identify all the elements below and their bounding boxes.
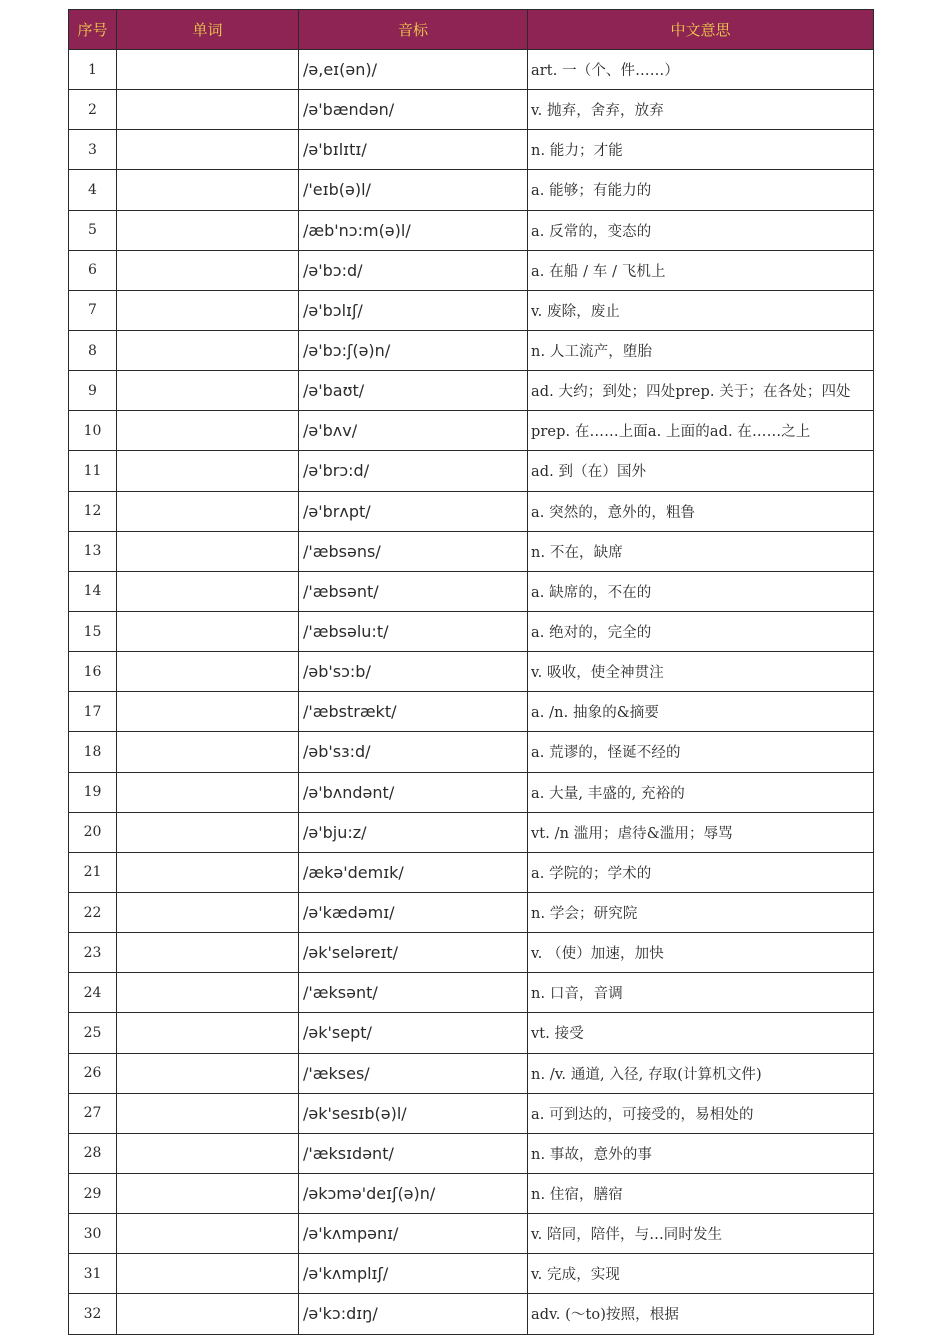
row-phonetic: /ə'bɔ:d/ (299, 250, 528, 290)
table-row (69, 692, 874, 732)
row-phonetic: /'æbsəlu:t/ (299, 611, 528, 651)
row-word (117, 210, 299, 250)
row-phonetic: /ə'baʊt/ (299, 371, 528, 411)
row-word (117, 1013, 299, 1053)
row-number: 22 (69, 892, 117, 932)
table-row (69, 330, 874, 370)
row-meaning: n. 学会；研究院 (528, 892, 874, 932)
row-meaning: a. /n. 抽象的&摘要 (528, 692, 874, 732)
row-word (117, 90, 299, 130)
table-row (69, 772, 874, 812)
row-phonetic: /ækə'demɪk/ (299, 852, 528, 892)
row-meaning: a. 突然的，意外的，粗鲁 (528, 491, 874, 531)
row-meaning: n. 口音，音调 (528, 973, 874, 1013)
row-meaning: a. 反常的，变态的 (528, 210, 874, 250)
row-word (117, 1254, 299, 1294)
row-phonetic: /ək'sesɪb(ə)l/ (299, 1093, 528, 1133)
row-word (117, 732, 299, 772)
row-number: 23 (69, 933, 117, 973)
table-row (69, 1053, 874, 1093)
header-number: 序号 (69, 10, 117, 50)
table-row (69, 451, 874, 491)
row-meaning: n. 人工流产，堕胎 (528, 330, 874, 370)
table-row (69, 130, 874, 170)
table-row (69, 1133, 874, 1173)
row-number: 2 (69, 90, 117, 130)
row-number: 16 (69, 652, 117, 692)
table-row (69, 50, 874, 90)
row-meaning: n. 能力；才能 (528, 130, 874, 170)
row-number: 27 (69, 1093, 117, 1133)
row-word (117, 250, 299, 290)
row-phonetic: /ə'brɔ:d/ (299, 451, 528, 491)
row-phonetic: /ə'kʌmpənɪ/ (299, 1214, 528, 1254)
row-meaning: v. 陪同，陪伴，与…同时发生 (528, 1214, 874, 1254)
row-meaning: v. 抛弃，舍弃，放弃 (528, 90, 874, 130)
row-number: 8 (69, 330, 117, 370)
row-phonetic: /ə'brʌpt/ (299, 491, 528, 531)
row-phonetic: /ə'bɔ:ʃ(ə)n/ (299, 330, 528, 370)
row-number: 13 (69, 531, 117, 571)
row-meaning: a. 可到达的，可接受的，易相处的 (528, 1093, 874, 1133)
table-row (69, 571, 874, 611)
row-number: 26 (69, 1053, 117, 1093)
row-word (117, 50, 299, 90)
row-word (117, 1093, 299, 1133)
vocabulary-table (68, 9, 874, 1335)
row-phonetic: /ək'sept/ (299, 1013, 528, 1053)
row-meaning: a. 学院的；学术的 (528, 852, 874, 892)
row-word (117, 812, 299, 852)
row-phonetic: /ə'kʌmplɪʃ/ (299, 1254, 528, 1294)
table-row (69, 1173, 874, 1213)
row-meaning: v. （使）加速，加快 (528, 933, 874, 973)
table-row (69, 812, 874, 852)
row-number: 3 (69, 130, 117, 170)
row-word (117, 1173, 299, 1213)
row-meaning: a. 绝对的，完全的 (528, 611, 874, 651)
row-phonetic: /ə'bju:z/ (299, 812, 528, 852)
row-meaning: prep. 在……上面a. 上面的ad. 在……之上 (528, 411, 874, 451)
row-meaning: a. 在船 / 车 / 飞机上 (528, 250, 874, 290)
row-number: 17 (69, 692, 117, 732)
table-row (69, 973, 874, 1013)
row-phonetic: /əb'sɜ:d/ (299, 732, 528, 772)
row-phonetic: /'ækses/ (299, 1053, 528, 1093)
table-row (69, 1294, 874, 1334)
row-phonetic: /'æksənt/ (299, 973, 528, 1013)
row-number: 15 (69, 611, 117, 651)
row-number: 4 (69, 170, 117, 210)
row-phonetic: /ə'bændən/ (299, 90, 528, 130)
row-phonetic: /ə'bɔlɪʃ/ (299, 290, 528, 330)
row-phonetic: /əkɔmə'deɪʃ(ə)n/ (299, 1173, 528, 1213)
row-word (117, 973, 299, 1013)
table-row (69, 1093, 874, 1133)
row-word (117, 531, 299, 571)
table-row (69, 491, 874, 531)
row-meaning: vt. 接受 (528, 1013, 874, 1053)
row-number: 32 (69, 1294, 117, 1334)
table-row (69, 531, 874, 571)
row-word (117, 611, 299, 651)
row-phonetic: /'æksɪdənt/ (299, 1133, 528, 1173)
row-word (117, 170, 299, 210)
row-phonetic: /əb'sɔ:b/ (299, 652, 528, 692)
row-phonetic: /'æbstrækt/ (299, 692, 528, 732)
row-meaning: a. 荒谬的，怪诞不经的 (528, 732, 874, 772)
row-word (117, 371, 299, 411)
row-number: 20 (69, 812, 117, 852)
row-meaning: v. 废除，废止 (528, 290, 874, 330)
row-number: 25 (69, 1013, 117, 1053)
table-row (69, 1013, 874, 1053)
table-body (69, 50, 874, 1335)
row-meaning: v. 完成，实现 (528, 1254, 874, 1294)
row-word (117, 290, 299, 330)
row-meaning: n. 不在，缺席 (528, 531, 874, 571)
row-word (117, 1133, 299, 1173)
row-number: 31 (69, 1254, 117, 1294)
row-meaning: a. 大量, 丰盛的, 充裕的 (528, 772, 874, 812)
header-row (69, 10, 874, 50)
row-meaning: vt. /n 滥用；虐待&滥用；辱骂 (528, 812, 874, 852)
row-number: 29 (69, 1173, 117, 1213)
row-phonetic: /ə,eɪ(ən)/ (299, 50, 528, 90)
row-phonetic: /'æbsəns/ (299, 531, 528, 571)
table-row (69, 170, 874, 210)
row-phonetic: /ə'bʌndənt/ (299, 772, 528, 812)
row-meaning: adv. (～to)按照，根据 (528, 1294, 874, 1334)
row-word (117, 491, 299, 531)
row-word (117, 330, 299, 370)
row-number: 5 (69, 210, 117, 250)
table-row (69, 611, 874, 651)
table-row (69, 411, 874, 451)
row-phonetic: /'eɪb(ə)l/ (299, 170, 528, 210)
row-meaning: art. 一（个、件……） (528, 50, 874, 90)
row-number: 10 (69, 411, 117, 451)
table-row (69, 1254, 874, 1294)
row-phonetic: /æb'nɔ:m(ə)l/ (299, 210, 528, 250)
row-word (117, 892, 299, 932)
row-number: 12 (69, 491, 117, 531)
row-number: 30 (69, 1214, 117, 1254)
row-number: 1 (69, 50, 117, 90)
row-number: 19 (69, 772, 117, 812)
header-word: 单词 (117, 10, 299, 50)
row-word (117, 1053, 299, 1093)
table-row (69, 732, 874, 772)
table-row (69, 210, 874, 250)
row-word (117, 692, 299, 732)
table-header (69, 10, 874, 50)
row-word (117, 130, 299, 170)
row-phonetic: /ə'bʌv/ (299, 411, 528, 451)
row-number: 24 (69, 973, 117, 1013)
row-word (117, 852, 299, 892)
row-word (117, 571, 299, 611)
table-row (69, 90, 874, 130)
table-row (69, 852, 874, 892)
row-number: 28 (69, 1133, 117, 1173)
table-row (69, 892, 874, 932)
row-number: 9 (69, 371, 117, 411)
row-number: 14 (69, 571, 117, 611)
row-meaning: n. 事故，意外的事 (528, 1133, 874, 1173)
row-number: 7 (69, 290, 117, 330)
row-meaning: v. 吸收，使全神贯注 (528, 652, 874, 692)
row-number: 21 (69, 852, 117, 892)
row-word (117, 1214, 299, 1254)
row-meaning: a. 能够；有能力的 (528, 170, 874, 210)
row-number: 18 (69, 732, 117, 772)
table-row (69, 371, 874, 411)
row-word (117, 1294, 299, 1334)
row-phonetic: /'æbsənt/ (299, 571, 528, 611)
row-word (117, 652, 299, 692)
table-row (69, 250, 874, 290)
header-phonetic: 音标 (299, 10, 528, 50)
header-meaning: 中文意思 (528, 10, 874, 50)
row-meaning: n. /v. 通道, 入径, 存取(计算机文件) (528, 1053, 874, 1093)
row-meaning: a. 缺席的，不在的 (528, 571, 874, 611)
row-number: 11 (69, 451, 117, 491)
row-meaning: ad. 到（在）国外 (528, 451, 874, 491)
row-word (117, 933, 299, 973)
table-row (69, 933, 874, 973)
row-word (117, 772, 299, 812)
row-word (117, 451, 299, 491)
table-row (69, 290, 874, 330)
row-word (117, 411, 299, 451)
row-meaning: n. 住宿，膳宿 (528, 1173, 874, 1213)
row-number: 6 (69, 250, 117, 290)
row-phonetic: /ə'kɔ:dɪŋ/ (299, 1294, 528, 1334)
row-phonetic: /ə'kædəmɪ/ (299, 892, 528, 932)
table-row (69, 1214, 874, 1254)
table-row (69, 652, 874, 692)
row-meaning: ad. 大约；到处；四处prep. 关于；在各处；四处 (528, 371, 874, 411)
row-phonetic: /ək'seləreɪt/ (299, 933, 528, 973)
row-phonetic: /ə'bɪlɪtɪ/ (299, 130, 528, 170)
